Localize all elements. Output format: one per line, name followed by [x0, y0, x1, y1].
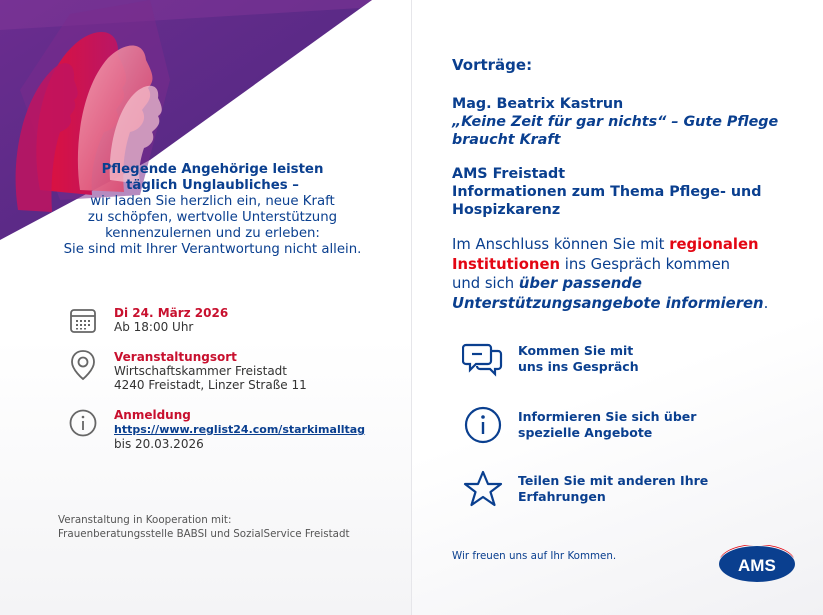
event-date [68, 306, 228, 336]
registration-link[interactable]: https://www.reglist24.com/starkimalltag [114, 423, 366, 436]
intro-line-3: wir laden Sie herzlich ein, neue Kraft [90, 194, 335, 209]
intro-line-6: Sie sind mit Ihrer Verantwortung nicht allein. [63, 242, 362, 257]
feature-talk [462, 338, 728, 380]
speaker-block [452, 95, 782, 149]
event-registration [68, 408, 365, 451]
date-detail: Ab 18:00 Uhr [114, 320, 194, 334]
followup-p8: . [763, 294, 769, 312]
feature-inform [462, 404, 728, 446]
feature-3-line-2: Erfahrungen [518, 489, 606, 504]
followup-p1: Im Anschluss können Sie mit [452, 236, 670, 253]
intro-text [40, 162, 385, 258]
intro-line-1: Pflegende Angehörige leisten [101, 162, 324, 177]
location-line-1: Wirtschaftskammer Freistadt [114, 364, 288, 378]
ams-talk-block [452, 165, 782, 219]
info-circle-icon [462, 404, 504, 446]
intro-line-4: zu schöpfen, wertvolle Unterstützung [87, 210, 338, 225]
talks-heading: Vorträge: [452, 56, 533, 74]
intro-line-5: kennenzulernen und zu erleben: [105, 226, 320, 241]
event-location [68, 350, 307, 392]
cooperation-line-1: Veranstaltung in Kooperation mit: [58, 514, 232, 526]
speaker-title-2: braucht Kraft [452, 132, 561, 148]
info-icon [68, 408, 98, 438]
intro-line-2: täglich Unglaubliches – [126, 178, 299, 193]
feature-share [462, 468, 728, 510]
star-icon [462, 468, 504, 510]
speaker-name: Mag. Beatrix Kastrun [452, 96, 624, 112]
closing-text: Wir freuen uns auf Ihr Kommen. [452, 550, 617, 562]
cooperation-note [58, 513, 350, 541]
ams-logo [718, 545, 796, 583]
location-title: Veranstaltungsort [114, 350, 237, 364]
feature-3-line-1: Teilen Sie mit anderen Ihre [518, 473, 709, 488]
date-title: Di 24. März 2026 [114, 306, 229, 320]
ams-logo-text: AMS [738, 556, 776, 575]
feature-1-line-1: Kommen Sie mit [518, 343, 634, 358]
ams-topic-2: Hospizkarenz [452, 202, 561, 218]
chat-bubbles-icon [462, 338, 504, 380]
registration-deadline: bis 20.03.2026 [114, 437, 204, 451]
followup-p3: Institutionen [452, 255, 561, 273]
location-line-2: 4240 Freistadt, Linzer Straße 11 [114, 378, 307, 392]
location-pin-icon [68, 350, 98, 380]
speaker-title-1: „Keine Zeit für gar nichts“ – Gute Pflege [452, 114, 779, 130]
followup-p6: über passende [518, 275, 642, 292]
followup-text [452, 235, 792, 313]
feature-2-line-2: spezielle Angebote [518, 425, 653, 440]
followup-p7: Unterstützungsangebote informieren [452, 294, 764, 312]
feature-2-line-1: Informieren Sie sich über [518, 409, 697, 424]
calendar-icon [68, 306, 98, 336]
followup-p4: ins Gespräch kommen [560, 255, 731, 273]
cooperation-line-2: Frauenberatungsstelle BABSI und SozialService Freistadt [58, 528, 350, 540]
registration-title: Anmeldung [114, 408, 191, 422]
followup-p2: regionalen [669, 236, 759, 253]
ams-name: AMS Freistadt [452, 166, 566, 182]
feature-1-line-2: uns ins Gespräch [518, 359, 639, 374]
followup-p5: und sich [452, 275, 519, 292]
ams-topic-1: Informationen zum Thema Pflege- und [452, 184, 762, 200]
